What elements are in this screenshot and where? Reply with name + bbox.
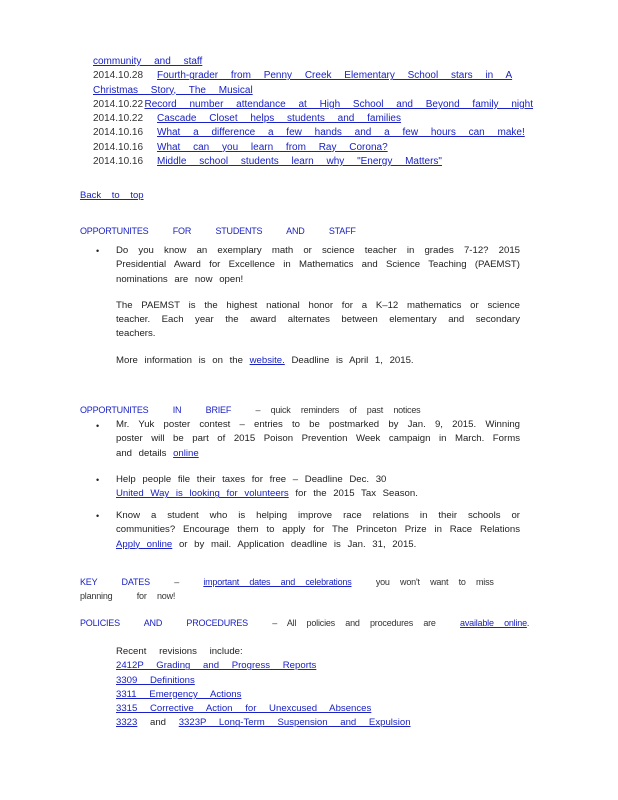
text: Deadline is April 1, 2015. bbox=[291, 354, 414, 366]
section-heading-policies bbox=[80, 618, 529, 628]
news-list bbox=[93, 55, 533, 169]
text: Know a student who is helping improve race relations in their schools or communities? Encourage them to apply for The Princeton Prize in Race Relations bbox=[116, 510, 520, 536]
opportunities-paragraph bbox=[116, 354, 520, 368]
important-dates-link[interactable]: important dates and celebrations bbox=[203, 577, 352, 587]
policy-link[interactable]: 3309 Definitions bbox=[116, 674, 195, 686]
news-link[interactable]: Fourth-grader from Penny Creek Elementary School stars in A bbox=[157, 70, 513, 82]
heading-text: KEY DATES bbox=[80, 577, 150, 587]
revisions-intro: Recent revisions include: bbox=[116, 646, 243, 657]
news-link[interactable]: What can you learn from Ray Corona? bbox=[157, 141, 388, 153]
policy-link[interactable]: 3315 Corrective Action for Unexcused Absences bbox=[116, 703, 372, 715]
opportunities-paragraph: Do you know an exemplary math or science teacher in grades 7-12? 2015 Presidential Award for Excellence in Mathematics and Science Teaching (PAEMST) nominations are now open! bbox=[116, 245, 520, 285]
text: you won't want to miss planning bbox=[80, 577, 494, 601]
opportunities-body bbox=[116, 244, 520, 380]
online-link[interactable]: online bbox=[173, 447, 199, 459]
bullet: • bbox=[96, 511, 100, 521]
bullet: • bbox=[96, 475, 100, 485]
text: Mr. Yuk poster contest – entries to be postmarked by Jan. 9, 2015. Winning poster will be part of 2015 Poison Prevention Week campaign in March. Forms and details bbox=[116, 419, 520, 459]
news-date: 2014.10.16 bbox=[93, 141, 144, 153]
apply-online-link[interactable]: Apply online bbox=[116, 538, 173, 550]
policy-link[interactable]: 3323 bbox=[116, 717, 138, 729]
heading-text: OPPORTUNITES IN BRIEF bbox=[80, 405, 232, 415]
website-link[interactable]: website. bbox=[249, 354, 285, 366]
news-date: 2014.10.28 bbox=[93, 70, 144, 82]
heading-subtext: – quick reminders of past notices bbox=[255, 405, 421, 415]
united-way-link[interactable]: United Way is looking for volunteers bbox=[116, 488, 289, 500]
section-heading-in-brief bbox=[80, 405, 420, 415]
text: or by mail. Application deadline is Jan. 31, 2015. bbox=[178, 538, 417, 550]
section-heading-opportunities: OPPORTUNITES FOR STUDENTS AND STAFF bbox=[80, 226, 356, 236]
news-link-continuation[interactable]: community and staff bbox=[93, 56, 203, 67]
news-link[interactable]: What a difference a few hands and a few hours can make! bbox=[157, 127, 525, 139]
policy-link[interactable]: 3323P Long-Term Suspension and Expulsion bbox=[178, 717, 411, 729]
back-to-top-link[interactable]: Back to top bbox=[80, 190, 144, 201]
news-date: 2014.10.22 bbox=[93, 113, 144, 125]
bullet: • bbox=[96, 246, 100, 256]
policy-link[interactable]: 3311 Emergency Actions bbox=[116, 688, 242, 700]
bullet: • bbox=[96, 421, 100, 431]
policy-link[interactable]: 2412P Grading and Progress Reports bbox=[116, 660, 317, 672]
text: for now! bbox=[136, 591, 176, 601]
in-brief-item-princeton bbox=[116, 509, 520, 552]
text: for the 2015 Tax Season. bbox=[295, 488, 418, 500]
heading-text: POLICIES AND PROCEDURES bbox=[80, 618, 248, 628]
policy-revisions-list bbox=[116, 645, 411, 731]
news-date: 2014.10.16 bbox=[93, 156, 144, 168]
news-date: 2014.10.22 bbox=[93, 98, 144, 110]
dash: – bbox=[174, 577, 180, 587]
text: – All policies and procedures are bbox=[272, 618, 436, 628]
news-link[interactable]: Cascade Closet helps students and families bbox=[157, 113, 401, 125]
text: and bbox=[150, 717, 167, 729]
text: Help people file their taxes for free – Deadline Dec. 30 bbox=[116, 474, 387, 485]
in-brief-item-taxes bbox=[116, 473, 520, 502]
news-link[interactable]: Record number attendance at High School and Beyond family night bbox=[144, 98, 533, 110]
section-heading-key-dates bbox=[80, 575, 520, 603]
news-date: 2014.10.16 bbox=[93, 127, 144, 139]
period: . bbox=[526, 618, 530, 628]
news-link[interactable]: Middle school students learn why "Energy Matters" bbox=[157, 156, 442, 168]
news-link-continuation[interactable]: Christmas Story, The Musical bbox=[93, 84, 253, 96]
available-online-link[interactable]: available online bbox=[460, 618, 527, 628]
in-brief-item-poster bbox=[116, 418, 520, 461]
text: More information is on the bbox=[116, 354, 243, 366]
opportunities-paragraph: The PAEMST is the highest national honor for a K–12 mathematics or science teacher. Each year the award alternates between elementary and secondary teachers. bbox=[116, 299, 520, 340]
